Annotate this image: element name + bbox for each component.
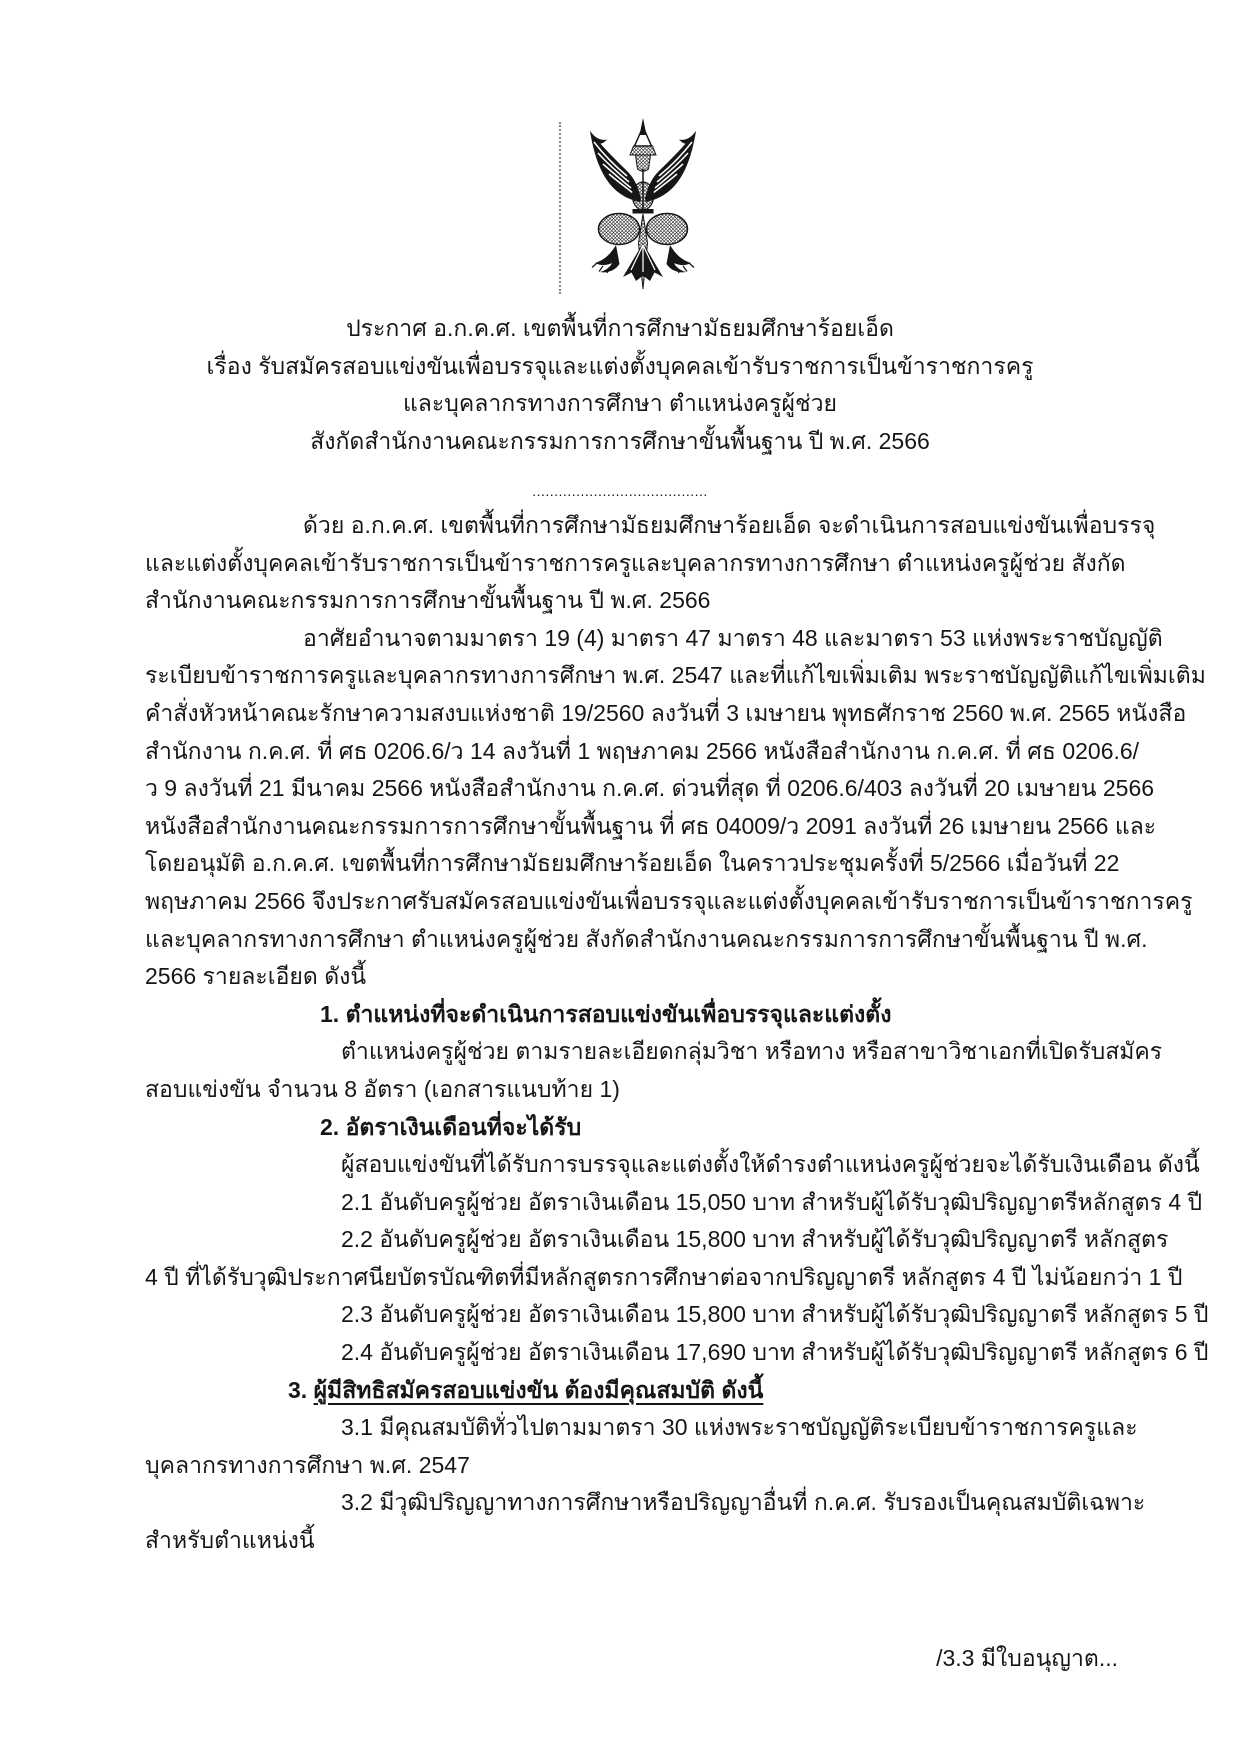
body-line: ด้วย อ.ก.ค.ศ. เขตพื้นที่การศึกษามัธยมศึกษาร้อยเอ็ด จะดำเนินการสอบแข่งขันเพื่อบรรจุ bbox=[303, 512, 1156, 538]
body-line: 3.2 มีวุฒิปริญญาทางการศึกษาหรือปริญญาอื่นที่ ก.ค.ศ. รับรองเป็นคุณสมบัติเฉพาะ bbox=[341, 1489, 1146, 1516]
body-line: 4 ปี ที่ได้รับวุฒิประกาศนียบัตรบัณฑิตที่มีหลักสูตรการศึกษาต่อจากปริญญาตรี หลักสูตร 4 ปี ไม่น้อยกว่า 1 ปี bbox=[145, 1263, 1183, 1290]
body-line: 2.1 อันดับครูผู้ช่วย อัตราเงินเดือน 15,050 บาท สำหรับผู้ได้รับวุฒิปริญญาตรีหลักสูตร 4 ปี bbox=[341, 1188, 1203, 1215]
body-line: หนังสือสำนักงานคณะกรรมการการศึกษาขั้นพื้นฐาน ที่ ศธ 04009/ว 2091 ลงวันที่ 26 เมษายน 2566 และ bbox=[145, 812, 1157, 839]
garuda-emblem-icon bbox=[568, 116, 718, 298]
body-line: 2.3 อันดับครูผู้ช่วย อัตราเงินเดือน 15,800 บาท สำหรับผู้ได้รับวุฒิปริญญาตรี หลักสูตร 5 ปี bbox=[341, 1301, 1209, 1328]
body-line: 2.4 อันดับครูผู้ช่วย อัตราเงินเดือน 17,690 บาท สำหรับผู้ได้รับวุฒิปริญญาตรี หลักสูตร 6 ปี bbox=[341, 1339, 1209, 1366]
section-1-heading: 1. ตำแหน่งที่จะดำเนินการสอบแข่งขันเพื่อบรรจุและแต่งตั้ง bbox=[320, 1000, 892, 1027]
body-line: สำหรับตำแหน่งนี้ bbox=[145, 1527, 315, 1554]
section-2-heading: 2. อัตราเงินเดือนที่จะได้รับ bbox=[320, 1113, 582, 1140]
scan-dots-artifact bbox=[559, 122, 561, 294]
subject-line-2: และบุคลากรทางการศึกษา ตำแหน่งครูผู้ช่วย bbox=[402, 390, 838, 417]
section-3-heading bbox=[145, 1372, 1120, 1410]
body-line: บุคลากรทางการศึกษา พ.ศ. 2547 bbox=[145, 1451, 470, 1478]
body-line: ผู้สอบแข่งขันที่ได้รับการบรรจุและแต่งตั้งให้ดำรงตำแหน่งครูผู้ช่วยจะได้รับเงินเดือน ดังนี้ bbox=[341, 1151, 1200, 1178]
body-line: สอบแข่งขัน จำนวน 8 อัตรา (เอกสารแนบท้าย 1) bbox=[145, 1075, 620, 1102]
body-line: 2566 รายละเอียด ดังนี้ bbox=[145, 963, 367, 990]
body-line: อาศัยอำนาจตามมาตรา 19 (4) มาตรา 47 มาตรา 48 และมาตรา 53 แห่งพระราชบัญญัติ bbox=[303, 624, 1163, 651]
body-line: และบุคลากรทางการศึกษา ตำแหน่งครูผู้ช่วย สังกัดสำนักงานคณะกรรมการการศึกษาขั้นพื้นฐาน ปี พ.ศ. bbox=[145, 925, 1148, 952]
agency-year-line: สังกัดสำนักงานคณะกรรมการการศึกษาขั้นพื้นฐาน ปี พ.ศ. 2566 bbox=[310, 427, 930, 454]
body-line: ระเบียบข้าราชการครูและบุคลากรทางการศึกษา พ.ศ. 2547 และที่แก้ไขเพิ่มเติม พระราชบัญญัติแก้ไขเพิ่มเติม bbox=[145, 662, 1206, 689]
title-block bbox=[0, 310, 1240, 504]
section-3-number: 3. bbox=[288, 1376, 308, 1403]
body-line: คำสั่งหัวหน้าคณะรักษาความสงบแห่งชาติ 19/2560 ลงวันที่ 3 เมษายน พุทธศักราช 2560 พ.ศ. 2565 หนังสือ bbox=[145, 699, 1187, 726]
body-line: 2.2 อันดับครูผู้ช่วย อัตราเงินเดือน 15,800 บาท สำหรับผู้ได้รับวุฒิปริญญาตรี หลักสูตร bbox=[341, 1226, 1169, 1253]
body-line: 3.1 มีคุณสมบัติทั่วไปตามมาตรา 30 แห่งพระราชบัญญัติระเบียบข้าราชการครูและ bbox=[341, 1414, 1138, 1441]
continuation-note: /3.3 มีใบอนุญาต... bbox=[936, 1645, 1118, 1671]
section-3-title: ผู้มีสิทธิสมัครสอบแข่งขัน ต้องมีคุณสมบัติ ดังนี้ bbox=[313, 1376, 764, 1403]
document-body bbox=[145, 507, 1209, 1560]
body-line: สำนักงาน ก.ค.ศ. ที่ ศธ 0206.6/ว 14 ลงวันที่ 1 พฤษภาคม 2566 หนังสือสำนักงาน ก.ค.ศ. ที่ ศธ 0206.6/ bbox=[145, 737, 1140, 764]
body-line: พฤษภาคม 2566 จึงประกาศรับสมัครสอบแข่งขันเพื่อบรรจุและแต่งตั้งบุคคลเข้ารับราชการเป็นข้าราชการครู bbox=[145, 887, 1193, 914]
subject-line-1: เรื่อง รับสมัครสอบแข่งขันเพื่อบรรจุและแต่งตั้งบุคคลเข้ารับราชการเป็นข้าราชการครู bbox=[206, 352, 1034, 379]
body-line: และแต่งตั้งบุคคลเข้ารับราชการเป็นข้าราชการครูและบุคลากรทางการศึกษา ตำแหน่งครูผู้ช่วย สังกัด bbox=[145, 549, 1126, 576]
body-line: ตำแหน่งครูผู้ช่วย ตามรายละเอียดกลุ่มวิชา หรือทาง หรือสาขาวิชาเอกที่เปิดรับสมัคร bbox=[341, 1038, 1163, 1065]
body-line: โดยอนุมัติ อ.ก.ค.ศ. เขตพื้นที่การศึกษามัธยมศึกษาร้อยเอ็ด ในคราวประชุมครั้งที่ 5/2566 เมื่อวันที่ 22 bbox=[145, 850, 1120, 877]
body-line: ว 9 ลงวันที่ 21 มีนาคม 2566 หนังสือสำนักงาน ก.ค.ศ. ด่วนที่สุด ที่ 0206.6/403 ลงวันที่ 20 เมษายน 2566 bbox=[145, 775, 1155, 802]
announcement-title: ประกาศ อ.ก.ค.ศ. เขตพื้นที่การศึกษามัธยมศึกษาร้อยเอ็ด bbox=[346, 315, 894, 341]
body-line: สำนักงานคณะกรรมการการศึกษาขั้นพื้นฐาน ปี พ.ศ. 2566 bbox=[145, 587, 711, 614]
dotted-separator: ........................................ bbox=[532, 483, 708, 500]
